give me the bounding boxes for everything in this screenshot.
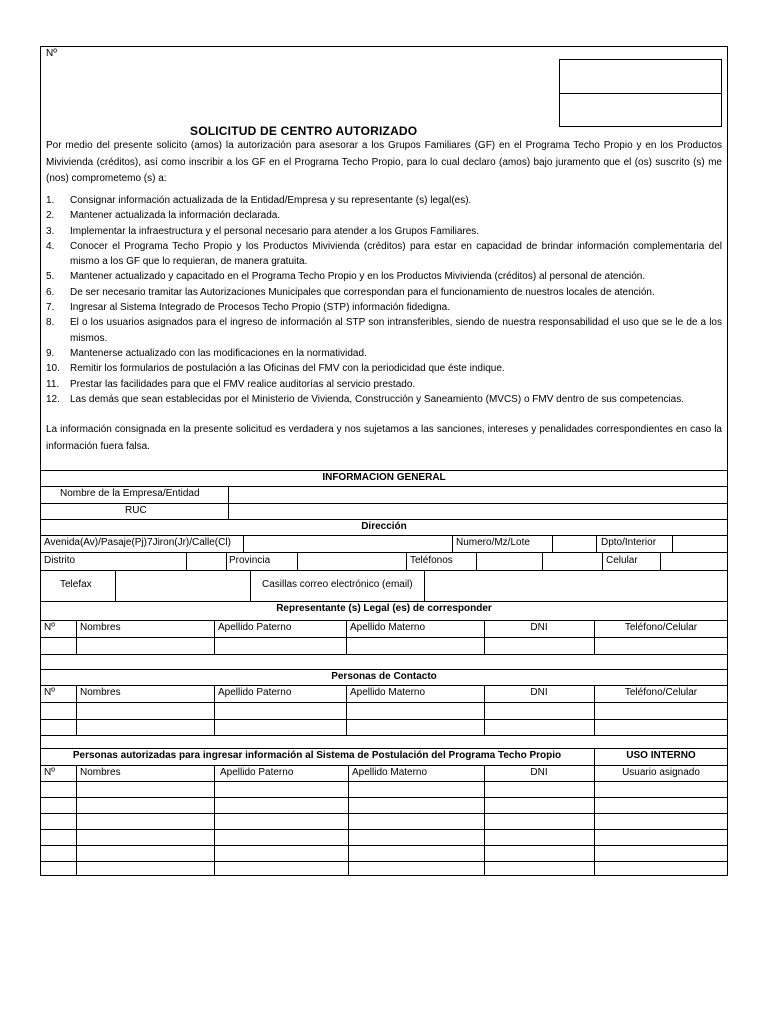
col-phone: Teléfono/Celular (624, 687, 698, 698)
avenue-label: Avenida(Av)/Pasaje(Pj)7Jiron(Jr)/Calle(Cl) (44, 537, 231, 548)
grid-line (40, 702, 728, 703)
col-dni: DNI (530, 767, 548, 778)
col-names: Nombres (80, 687, 121, 698)
grid-line (76, 620, 77, 654)
list-item-number: 4. (46, 240, 55, 252)
list-item-text: De ser necesario tramitar las Autorizaciones Municipales que correspondan para el funcionamiento de nuestros locales de atención. (70, 286, 655, 298)
grid-line (594, 765, 595, 876)
grid-line (214, 620, 215, 654)
list-item (46, 224, 722, 239)
list-item-number: 3. (46, 225, 55, 237)
grid-line (76, 765, 77, 876)
list-item (46, 315, 722, 346)
list-item-number: 1. (46, 195, 55, 206)
grid-line (40, 637, 728, 638)
list-item-text: Mantenerse actualizado con las modificaciones en la normatividad. (70, 347, 367, 359)
grid-line (40, 861, 728, 862)
col-names: Nombres (80, 767, 121, 778)
email-label: Casillas correo electrónico (email) (262, 579, 413, 590)
grid-line (476, 552, 477, 570)
grid-line (346, 685, 347, 735)
list-item (46, 361, 722, 376)
col-maternal: Apellido Materno (352, 767, 428, 778)
grid-line (552, 535, 553, 552)
grid-line (602, 552, 603, 570)
document-title: SOLICITUD DE CENTRO AUTORIZADO (190, 124, 418, 138)
col-dni: DNI (530, 622, 548, 633)
grid-line (40, 552, 728, 553)
commitments-list (46, 193, 722, 407)
grid-line (40, 669, 728, 670)
grid-line (40, 765, 728, 766)
grid-line (40, 535, 728, 536)
phones-label: Teléfonos (410, 555, 453, 566)
list-item (46, 300, 722, 315)
col-names: Nombres (80, 622, 121, 633)
list-item-text: Prestar las facilidades para que el FMV realice auditorías al servicio prestado. (70, 378, 416, 390)
list-item-number: 6. (46, 286, 55, 298)
grid-line (40, 519, 728, 520)
list-item (46, 193, 722, 208)
list-item-number: 12. (46, 393, 60, 405)
stamp-divider (560, 93, 721, 94)
col-phone: Teléfono/Celular (624, 622, 698, 633)
form-number-label: Nº (46, 48, 57, 59)
list-item-text: Conocer el Programa Techo Propio y los Productos Mivivienda (créditos) para estar en capacidad de brindar información complementaria del mismo a los GF que lo requieran, de manera gratuita. (70, 240, 722, 268)
internal-use-header: USO INTERNO (626, 750, 696, 761)
grid-line (40, 781, 728, 782)
list-item (46, 239, 722, 270)
number-label: Numero/Mz/Lote (456, 537, 530, 548)
grid-line (228, 486, 229, 519)
ruc-label: RUC (125, 505, 147, 516)
grid-line (40, 748, 728, 749)
grid-line (40, 470, 728, 471)
list-item-text: Implementar la infraestructura y el personal necesario para atender a los Grupos Familiares. (70, 225, 480, 237)
grid-line (406, 552, 407, 570)
grid-line (40, 829, 728, 830)
grid-line (40, 620, 728, 621)
grid-line (40, 503, 728, 504)
company-name-label: Nombre de la Empresa/Entidad (60, 488, 200, 499)
grid-line (40, 813, 728, 814)
list-item (46, 377, 722, 392)
col-num: Nº (44, 687, 55, 698)
list-item (46, 208, 722, 223)
legal-rep-header: Representante (s) Legal (es) de corresponder (276, 603, 492, 614)
grid-line (452, 535, 453, 552)
list-item-number: 7. (46, 302, 55, 314)
grid-line (348, 765, 349, 876)
contacts-header: Personas de Contacto (331, 671, 437, 682)
mobile-label: Celular (606, 555, 638, 566)
list-item-text: Consignar información actualizada de la Entidad/Empresa y su representante (s) legal(es). (70, 195, 472, 206)
list-item-text: Las demás que sean establecidas por el Ministerio de Vivienda, Construcción y Saneamiento (MVCS) o FMV dentro de sus competencias. (70, 393, 685, 405)
authorized-header: Personas autorizadas para ingresar información al Sistema de Postulación del Programa Techo Propio (72, 750, 562, 761)
grid-line (40, 719, 728, 720)
col-maternal: Apellido Materno (350, 622, 426, 633)
list-item-text: Ingresar al Sistema Integrado de Procesos Techo Propio (STP) información fidedigna. (70, 302, 451, 314)
list-item-number: 9. (46, 347, 55, 359)
col-maternal: Apellido Materno (350, 687, 426, 698)
grid-line (40, 735, 728, 736)
col-paternal: Apellido Paterno (218, 622, 292, 633)
general-info-header: INFORMACION GENERAL (322, 472, 446, 483)
col-dni: DNI (530, 687, 548, 698)
list-item (46, 269, 722, 284)
col-num: Nº (44, 622, 55, 633)
list-item (46, 346, 722, 361)
list-item-text: El o los usuarios asignados para el ingreso de información al STP son intransferibles, siendo de nuestra responsabilidad el uso que se le de a los mismos. (70, 317, 722, 344)
list-item-number: 8. (46, 317, 55, 329)
list-item-number: 5. (46, 271, 55, 283)
grid-line (40, 654, 728, 655)
grid-line (596, 535, 597, 552)
telefax-label: Telefax (60, 579, 92, 590)
grid-line (76, 685, 77, 735)
list-item-text: Mantener actualizada la información declarada. (70, 210, 281, 222)
list-item (46, 285, 722, 300)
grid-line (542, 552, 543, 570)
grid-line (40, 570, 728, 571)
closing-paragraph: La información consignada en la presente solicitud es verdadera y nos sujetamos a las sanciones, intereses y penalidades correspondientes en caso la información fuera falsa. (46, 424, 722, 452)
grid-line (484, 765, 485, 876)
stamp-box (559, 59, 722, 127)
list-item-number: 11. (46, 378, 60, 390)
col-paternal: Apellido Paterno (220, 767, 294, 778)
grid-line (186, 552, 187, 570)
district-label: Distrito (44, 555, 76, 566)
grid-line (115, 570, 116, 601)
apartment-label: Dpto/Interior (601, 537, 657, 548)
col-user-assigned: Usuario asignado (622, 767, 700, 778)
grid-line (40, 486, 728, 487)
grid-line (214, 685, 215, 735)
col-num: Nº (44, 767, 55, 778)
grid-line (40, 845, 728, 846)
list-item (46, 392, 722, 407)
intro-paragraph: Por medio del presente solicito (amos) la autorización para asesorar a los Grupos Familiares (GF) en el Programa Techo Propio y en los Productos Mivivienda (créditos), así como inscribir a los GF en el Programa Techo Propio, para lo cual declaro (amos) bajo juramento que el (os) suscrito (s) me (nos) comprometemo (s) a: (46, 140, 722, 184)
list-item-text: Mantener actualizado y capacitado en el Programa Techo Propio y en los Productos Mivivienda (créditos) al personal de atención. (70, 271, 646, 283)
grid-line (40, 685, 728, 686)
grid-line (672, 535, 673, 552)
grid-line (346, 620, 347, 654)
list-item-number: 10. (46, 363, 60, 375)
list-item-text: Remitir los formularios de postulación a las Oficinas del FMV con la periodicidad que éste indique. (70, 363, 505, 375)
col-paternal: Apellido Paterno (218, 687, 292, 698)
grid-line (40, 601, 728, 602)
list-item-number: 2. (46, 210, 55, 222)
grid-line (226, 552, 227, 570)
application-form (40, 470, 728, 876)
grid-line (424, 570, 425, 601)
grid-line (214, 765, 215, 876)
address-header: Dirección (361, 521, 407, 532)
province-label: Provincia (229, 555, 271, 566)
grid-line (40, 797, 728, 798)
grid-line (660, 552, 661, 570)
grid-line (297, 552, 298, 570)
grid-line (250, 570, 251, 601)
grid-line (243, 535, 244, 552)
